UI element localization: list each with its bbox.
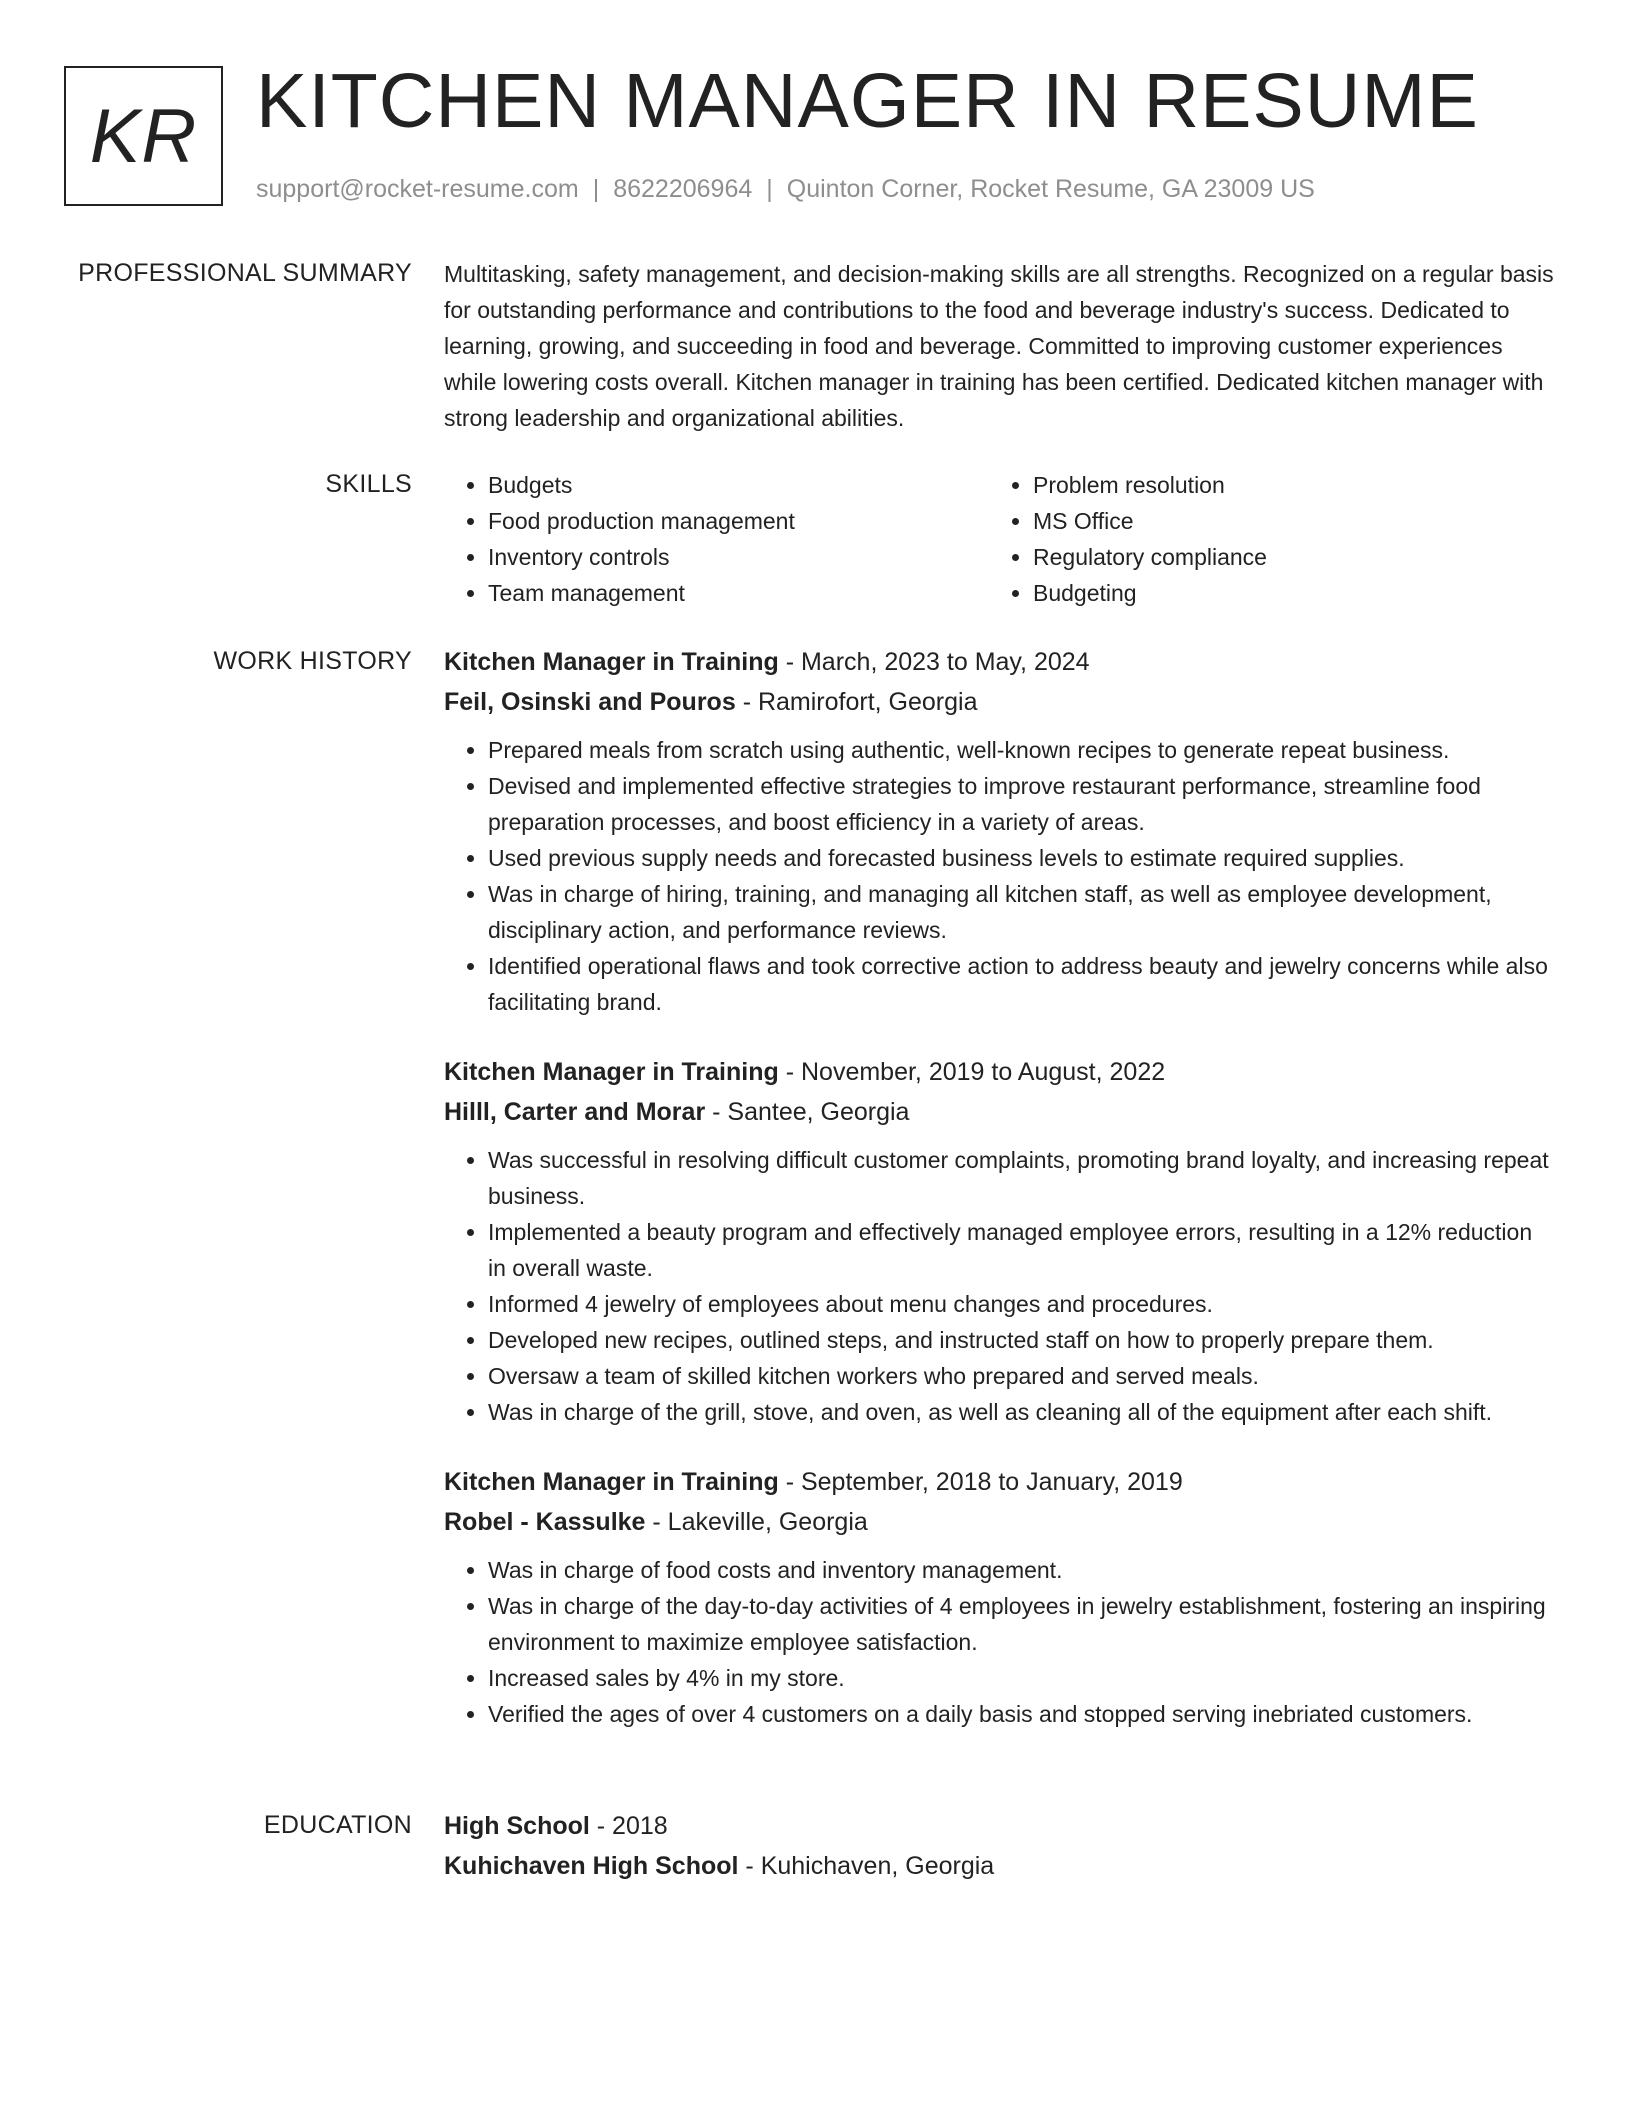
job-bullets bbox=[444, 1552, 1554, 1732]
job-bullet: • Developed new recipes, outlined steps, and instructed staff on how to properly prepare them. bbox=[488, 1322, 1554, 1358]
section-label-skills: SKILLS bbox=[325, 470, 412, 498]
section-label-education: EDUCATION bbox=[263, 1811, 412, 1839]
education-degree: High School bbox=[444, 1812, 590, 1840]
skills-list-right bbox=[989, 467, 1534, 611]
job-company-line bbox=[444, 1092, 1554, 1132]
job-location: - Ramirofort, Georgia bbox=[735, 688, 978, 716]
job-dates: - November, 2019 to August, 2022 bbox=[778, 1058, 1166, 1086]
contact-email[interactable]: support@rocket-resume.com bbox=[256, 175, 579, 203]
job-company: Feil, Osinski and Pouros bbox=[444, 688, 736, 716]
job-title-line bbox=[444, 1462, 1554, 1502]
contact-phone[interactable]: 8622206964 bbox=[613, 175, 753, 203]
job-bullet: • Increased sales by 4% in my store. bbox=[488, 1660, 1554, 1696]
job-company-line bbox=[444, 682, 1554, 722]
job-bullet: • Was in charge of food costs and inventory management. bbox=[488, 1552, 1554, 1588]
summary-body bbox=[444, 256, 1554, 436]
job-title-line bbox=[444, 642, 1554, 682]
job-bullet: • Informed 4 jewelry of employees about menu changes and procedures. bbox=[488, 1286, 1554, 1322]
resume-title: KITCHEN MANAGER IN RESUME bbox=[256, 58, 1479, 144]
skill-item: • Problem resolution bbox=[1033, 467, 1534, 503]
education-degree-line bbox=[444, 1806, 1554, 1846]
skill-item: • MS Office bbox=[1033, 503, 1534, 539]
skill-item: • Budgeting bbox=[1033, 575, 1534, 611]
summary-text: Multitasking, safety management, and decision-making skills are all strengths. Recognized on a regular basis for outstanding performance and contributions to the food and beverage industry's success. Dedicated to learning, growing, and succeeding in food and beverage. Committed to improving customer experiences while lowering costs overall. Kitchen manager in training has been certified. Dedicated kitchen manager with strong leadership and organizational abilities. bbox=[444, 261, 1554, 431]
contact-separator: | bbox=[766, 175, 773, 203]
skill-item: • Budgets bbox=[488, 467, 989, 503]
job-dates: - September, 2018 to January, 2019 bbox=[778, 1468, 1183, 1496]
job-bullet: • Prepared meals from scratch using authentic, well-known recipes to generate repeat business. bbox=[488, 732, 1554, 768]
work-history-body bbox=[444, 642, 1554, 1764]
job-entry bbox=[444, 1052, 1554, 1430]
job-entry bbox=[444, 1462, 1554, 1732]
job-bullet: • Was in charge of hiring, training, and managing all kitchen staff, as well as employee development, disciplinary action, and performance reviews. bbox=[488, 876, 1554, 948]
job-title: Kitchen Manager in Training bbox=[444, 648, 779, 676]
section-label-work-history: WORK HISTORY bbox=[213, 647, 412, 675]
contact-address: Quinton Corner, Rocket Resume, GA 23009 US bbox=[786, 175, 1315, 203]
education-year: - 2018 bbox=[589, 1812, 668, 1840]
job-bullets bbox=[444, 1142, 1554, 1430]
job-bullets bbox=[444, 732, 1554, 1020]
job-bullet: • Verified the ages of over 4 customers on a daily basis and stopped serving inebriated customers. bbox=[488, 1696, 1554, 1732]
job-bullet: • Was successful in resolving difficult customer complaints, promoting brand loyalty, and increasing repeat business. bbox=[488, 1142, 1554, 1214]
contact-line bbox=[256, 174, 1315, 204]
education-school-line bbox=[444, 1846, 1554, 1886]
job-bullet: • Used previous supply needs and forecasted business levels to estimate required supplies. bbox=[488, 840, 1554, 876]
skill-item: • Regulatory compliance bbox=[1033, 539, 1534, 575]
contact-separator: | bbox=[592, 175, 600, 203]
job-location: - Santee, Georgia bbox=[705, 1098, 910, 1126]
job-bullet: • Identified operational flaws and took corrective action to address beauty and jewelry concerns while also facilitating brand. bbox=[488, 948, 1554, 1020]
education-body bbox=[444, 1806, 1554, 1886]
education-school: Kuhichaven High School bbox=[444, 1852, 739, 1880]
job-entry bbox=[444, 642, 1554, 1020]
section-label-summary: PROFESSIONAL SUMMARY bbox=[78, 259, 412, 287]
skill-item: • Team management bbox=[488, 575, 989, 611]
skills-list-left bbox=[444, 467, 989, 611]
job-bullet: • Oversaw a team of skilled kitchen workers who prepared and served meals. bbox=[488, 1358, 1554, 1394]
job-location: - Lakeville, Georgia bbox=[645, 1508, 868, 1536]
monogram-logo: KR bbox=[64, 66, 223, 206]
job-company: Robel - Kassulke bbox=[444, 1508, 646, 1536]
job-bullet: • Devised and implemented effective strategies to improve restaurant performance, streamline food preparation processes, and boost efficiency in a variety of areas. bbox=[488, 768, 1554, 840]
job-company-line bbox=[444, 1502, 1554, 1542]
job-bullet: • Was in charge of the grill, stove, and oven, as well as cleaning all of the equipment after each shift. bbox=[488, 1394, 1554, 1430]
skills-body bbox=[444, 467, 1554, 611]
job-bullet: • Was in charge of the day-to-day activities of 4 employees in jewelry establishment, fostering an inspiring environment to maximize employee satisfaction. bbox=[488, 1588, 1554, 1660]
skills-grid bbox=[444, 467, 1554, 611]
job-title: Kitchen Manager in Training bbox=[444, 1058, 779, 1086]
job-bullet: • Implemented a beauty program and effectively managed employee errors, resulting in a 12% reduction in overall waste. bbox=[488, 1214, 1554, 1286]
job-company: Hilll, Carter and Morar bbox=[444, 1098, 706, 1126]
skill-item: • Inventory controls bbox=[488, 539, 989, 575]
job-dates: - March, 2023 to May, 2024 bbox=[778, 648, 1090, 676]
job-title-line bbox=[444, 1052, 1554, 1092]
skill-item: • Food production management bbox=[488, 503, 989, 539]
job-title: Kitchen Manager in Training bbox=[444, 1468, 779, 1496]
education-location: - Kuhichaven, Georgia bbox=[738, 1852, 995, 1880]
